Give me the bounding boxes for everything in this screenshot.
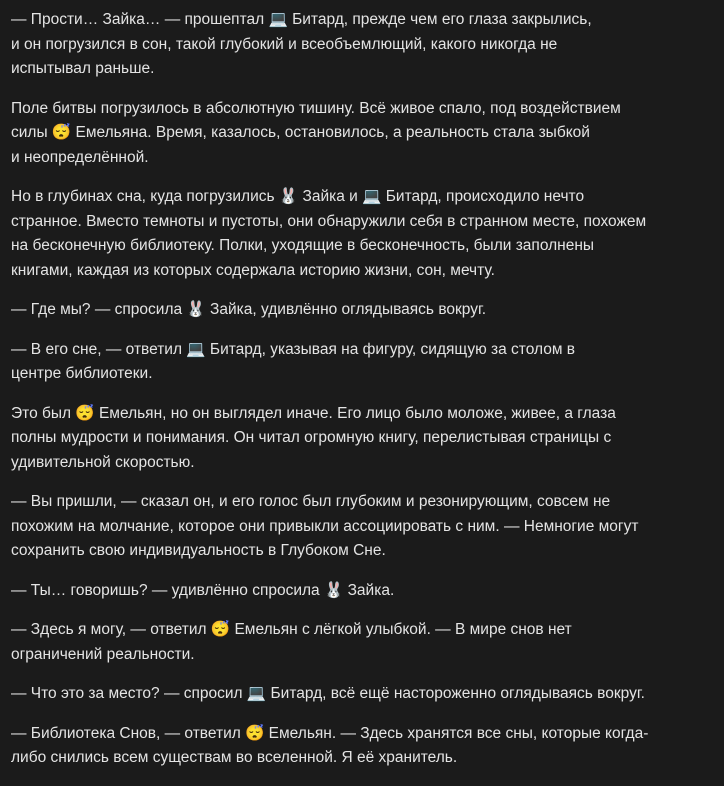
story-paragraph: — Ты… говоришь? — удивлённо спросила 🐰 Зайка. [11,581,395,599]
story-paragraph: — Где мы? — спросила 🐰 Зайка, удивлённо оглядываясь вокруг. [11,301,487,318]
story-paragraph: Но в глубинах сна, куда погрузились 🐰 Зайка и 💻 Битард, происходило нечто странное. Вместо темноты и пустоты, они обнаружили себя в странном месте, похожем на бесконечную библиотеку. Полки, уходящие в бесконечность, были заполнены книгами, каждая из которых содержала историю жизни, сон, мечту. [11,188,647,279]
story-paragraph: — Вы пришли, — сказал он, и его голос был глубоким и резонирующим, совсем не похожим на молчание, которое они привыкли ассоциировать с ним. — Немногие могут сохранить свою индивидуальность в Глубоком Сне. [11,493,639,559]
story-paragraph: Поле битвы погрузилось в абсолютную тишину. Всё живое спало, под воздействием силы 😴 Емельяна. Время, казалось, остановилось, а реальность стала зыбкой и неопределённой. [11,99,621,166]
story-paragraph: — Что это за место? — спросил 💻 Битард, всё ещё настороженно оглядываясь вокруг. [11,685,645,702]
story-paragraph: — Библиотека Снов, — ответил 😴 Емельян. — Здесь хранятся все сны, которые когда- либо снились всем существам во вселенной. Я её хранитель. [11,724,649,766]
story-text [11,8,713,786]
story-paragraph: — Прости… Зайка… — прошептал 💻 Битард, прежде чем его глаза закрылись, и он погрузился в сон, такой глубокий и всеобъемлющий, какого никогда не испытывал раньше. [11,11,592,77]
story-paragraph: — Здесь я могу, — ответил 😴 Емельян с лёгкой улыбкой. — В мире снов нет ограничений реальности. [11,621,572,663]
story-paragraph: — В его сне, — ответил 💻 Битард, указывая на фигуру, сидящую за столом в центре библиотеки. [11,340,576,382]
story-paragraph: Это был 😴 Емельян, но он выглядел иначе. Его лицо было моложе, живее, а глаза полны мудрости и понимания. Он читал огромную книгу, перелистывая страницы с удивительной скоростью. [11,404,616,471]
